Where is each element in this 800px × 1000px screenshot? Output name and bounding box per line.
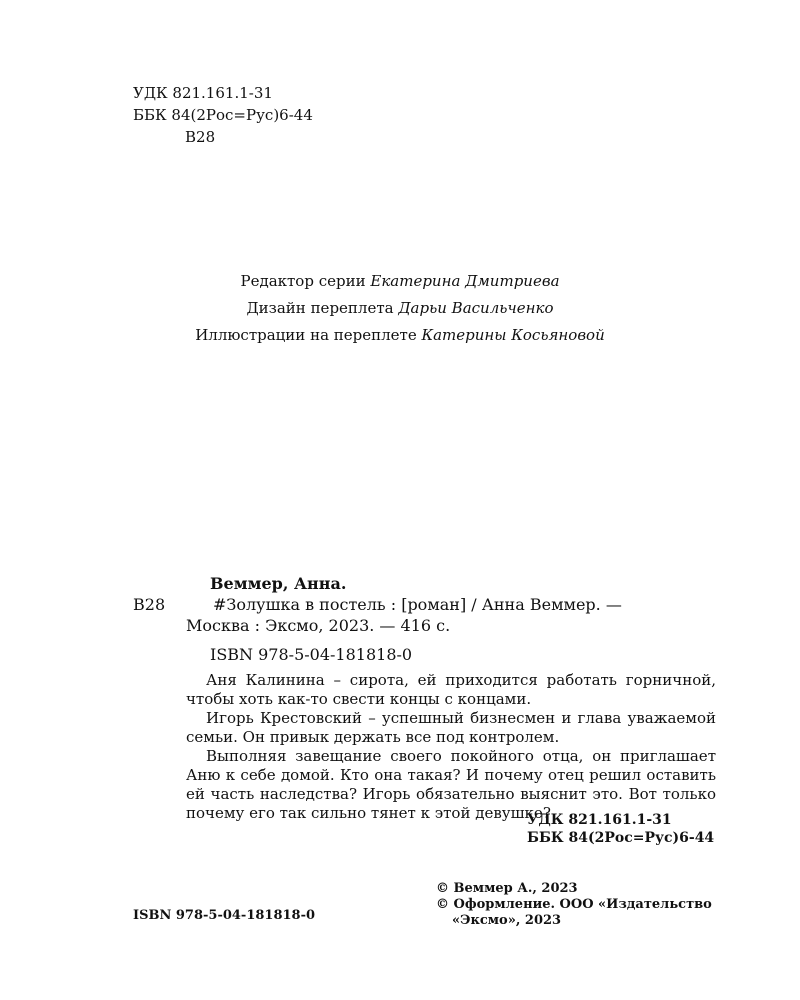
copyright-author: © Веммер А., 2023 — [436, 881, 578, 896]
annotation-paragraph: Выполняя завещание своего покойного отца, он приглашает Аню к себе домой. Кто она такая? И почему отец решил оставить ей часть наследства? Игорь обязательно выяснит это. Вот только почему его так сильно тянет к этой девушке? — [186, 747, 716, 822]
credit-cover-design — [0, 299, 800, 317]
catalog-imprint-line: Москва : Эксмо, 2023. — 416 с. — [186, 616, 451, 635]
classification-bbk: ББК 84(2Рос=Рус)6-44 — [527, 830, 715, 846]
credit-cover-design-name: Дарьи Васильченко — [398, 299, 554, 317]
catalog-code: В28 — [133, 595, 166, 614]
catalog-title-line: #Золушка в постель : [роман] / Анна Веммер. — — [213, 595, 622, 614]
header-code: В28 — [185, 128, 216, 146]
credit-cover-design-role: Дизайн переплета — [246, 299, 394, 317]
header-udk: УДК 821.161.1-31 — [133, 84, 273, 102]
annotation-paragraph: Аня Калинина – сирота, ей приходится работать горничной, чтобы хоть как-то свести концы с концами. — [186, 671, 716, 708]
annotation-paragraph: Игорь Крестовский – успешный бизнесмен и глава уважаемой семьи. Он привык держать все под контролем. — [186, 709, 716, 746]
credit-editor-name: Екатерина Дмитриева — [370, 272, 560, 290]
credit-illustrations — [0, 326, 800, 344]
header-bbk: ББК 84(2Рос=Рус)6-44 — [133, 106, 313, 124]
catalog-isbn: ISBN 978-5-04-181818-0 — [210, 645, 413, 664]
credit-illustrations-role: Иллюстрации на переплете — [195, 326, 417, 344]
credit-editor — [0, 272, 800, 290]
copyright-design-line2: «Эксмо», 2023 — [452, 913, 562, 928]
copyright-design-line1: © Оформление. ООО «Издательство — [436, 897, 712, 912]
classification-udk: УДК 821.161.1-31 — [527, 812, 672, 828]
annotation — [186, 671, 716, 823]
credit-illustrations-name: Катерины Косьяновой — [421, 326, 605, 344]
footer-isbn: ISBN 978-5-04-181818-0 — [133, 908, 316, 923]
catalog-author: Веммер, Анна. — [210, 574, 347, 593]
credit-editor-role: Редактор серии — [240, 272, 366, 290]
